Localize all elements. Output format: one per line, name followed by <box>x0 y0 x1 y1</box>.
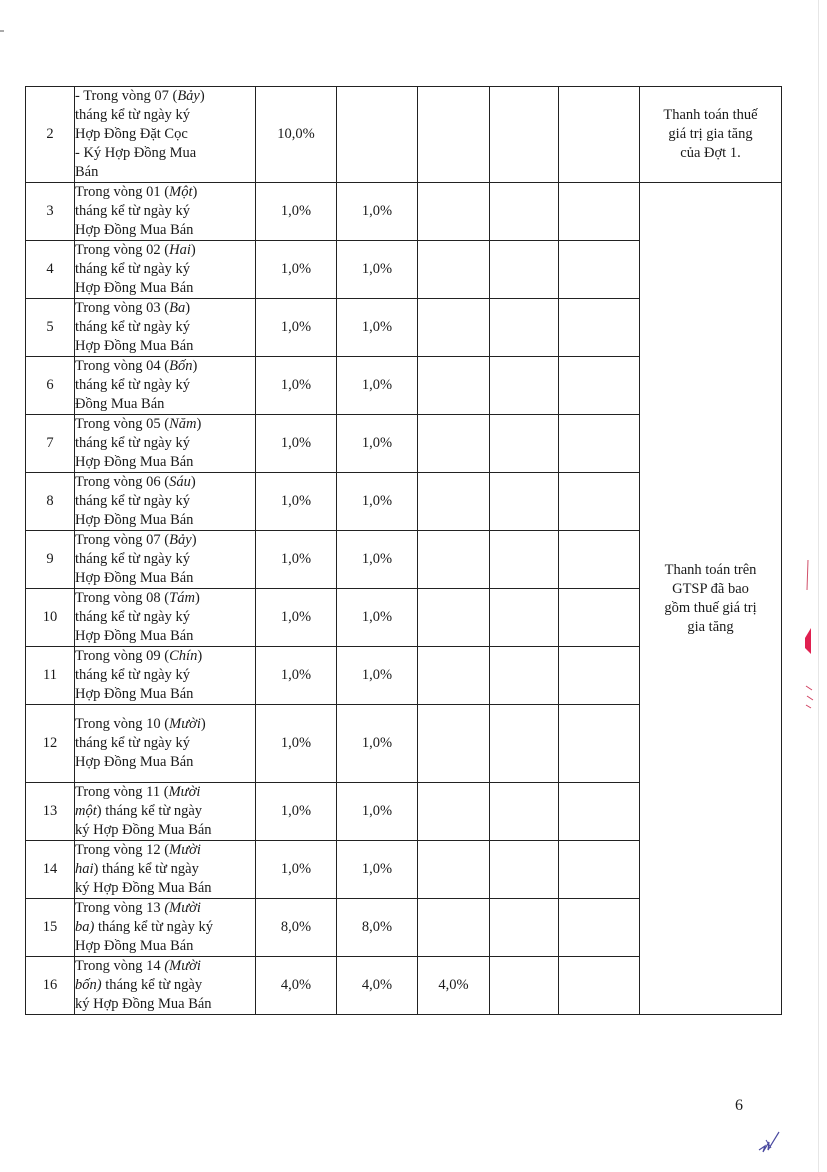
italic-text: hai <box>75 861 94 877</box>
percent-cell-col7 <box>559 705 640 783</box>
text: tháng kể từ ngày ký <box>75 319 190 335</box>
italic-text: Sáu <box>169 474 191 490</box>
description-line <box>75 415 255 434</box>
percent-cell-col7 <box>559 473 640 531</box>
note-line: gồm thuế giá trị <box>664 599 757 616</box>
description-line <box>75 753 255 772</box>
percent-cell-col4: 1,0% <box>337 647 418 705</box>
italic-text: Mười <box>169 842 201 858</box>
text: ) <box>199 88 205 104</box>
italic-text: một <box>75 803 97 819</box>
percent-cell-col7 <box>559 241 640 299</box>
text: Hợp Đồng Mua Bán <box>75 938 194 954</box>
percent-cell-col6 <box>490 841 559 899</box>
percent-cell-col6 <box>490 705 559 783</box>
text: tháng kể từ ngày ký <box>75 667 190 683</box>
text: ) <box>190 474 196 490</box>
row-number: 5 <box>26 299 75 357</box>
note-payment-incl-vat <box>640 183 782 1015</box>
red-stamp-marks <box>803 550 817 710</box>
percent-cell-col3: 1,0% <box>256 299 337 357</box>
payment-term-description <box>75 183 256 241</box>
note-line: GTSP đã bao <box>672 580 749 597</box>
description-line <box>75 299 255 318</box>
note-line: Thanh toán thuế <box>663 107 758 123</box>
percent-cell-col4: 1,0% <box>337 183 418 241</box>
percent-cell-col7 <box>559 299 640 357</box>
payment-term-description <box>75 531 256 589</box>
text: ) <box>200 716 206 732</box>
text: Trong vòng 11 ( <box>75 784 169 800</box>
percent-cell-col3: 1,0% <box>256 531 337 589</box>
description-line <box>75 144 255 163</box>
percent-cell-col6 <box>490 183 559 241</box>
description-line <box>75 260 255 279</box>
row-number: 13 <box>26 783 75 841</box>
description-line <box>75 841 255 860</box>
payment-term-description <box>75 473 256 531</box>
text: ) <box>190 242 196 258</box>
description-line <box>75 202 255 221</box>
row-number: 16 <box>26 957 75 1015</box>
description-line <box>75 163 255 182</box>
description-line <box>75 492 255 511</box>
description-line <box>75 106 255 125</box>
percent-cell-col5: 4,0% <box>418 957 490 1015</box>
payment-term-description <box>75 899 256 957</box>
description-line <box>75 734 255 753</box>
percent-cell-col6 <box>490 473 559 531</box>
text: ) <box>194 590 200 606</box>
text: Trong vòng 13 <box>75 900 165 916</box>
text: tháng kể từ ngày ký <box>75 493 190 509</box>
italic-text: Năm <box>169 416 197 432</box>
text: Hợp Đồng Mua Bán <box>75 338 194 354</box>
percent-cell-col6 <box>490 957 559 1015</box>
percent-cell-col3: 1,0% <box>256 783 337 841</box>
percent-cell-col3: 1,0% <box>256 415 337 473</box>
percent-cell-col3: 1,0% <box>256 841 337 899</box>
payment-term-description <box>75 299 256 357</box>
description-line <box>75 337 255 356</box>
text: ký Hợp Đồng Mua Bán <box>75 996 212 1012</box>
text: Hợp Đồng Mua Bán <box>75 754 194 770</box>
percent-cell-col3: 4,0% <box>256 957 337 1015</box>
percent-cell-col5 <box>418 899 490 957</box>
percent-cell-col4: 1,0% <box>337 241 418 299</box>
row-number: 15 <box>26 899 75 957</box>
text: Trong vòng 06 ( <box>75 474 170 490</box>
description-line <box>75 550 255 569</box>
note-line: gia tăng <box>687 618 734 635</box>
italic-text: (Mười <box>164 900 201 916</box>
payment-term-description <box>75 705 256 783</box>
text: Trong vòng 12 ( <box>75 842 170 858</box>
text: ) <box>192 358 198 374</box>
percent-cell-col3: 1,0% <box>256 589 337 647</box>
page-number: 6 <box>735 1097 743 1114</box>
percent-cell-col3: 1,0% <box>256 357 337 415</box>
percent-cell-col4: 4,0% <box>337 957 418 1015</box>
text: tháng kể từ ngày ký <box>75 261 190 277</box>
text: Hợp Đồng Đặt Cọc <box>75 126 188 142</box>
text: Trong vòng 08 ( <box>75 590 170 606</box>
percent-cell-col5 <box>418 357 490 415</box>
description-line <box>75 473 255 492</box>
text: tháng kể từ ngày ký <box>75 735 190 751</box>
description-line <box>75 589 255 608</box>
payment-term-description <box>75 87 256 183</box>
percent-cell-col4: 1,0% <box>337 357 418 415</box>
percent-cell-col5 <box>418 705 490 783</box>
text: tháng kể từ ngày <box>101 977 203 993</box>
percent-cell-col6 <box>490 589 559 647</box>
percent-cell-col7 <box>559 647 640 705</box>
row-number: 8 <box>26 473 75 531</box>
text: tháng kể từ ngày ký <box>75 203 190 219</box>
row-number: 11 <box>26 647 75 705</box>
percent-cell-col5 <box>418 415 490 473</box>
handwritten-initials-icon <box>757 1128 783 1154</box>
italic-text: Hai <box>169 242 191 258</box>
text: Trong vòng 07 ( <box>75 532 170 548</box>
description-line <box>75 995 255 1014</box>
percent-cell-col6 <box>490 647 559 705</box>
text: tháng kể từ ngày ký <box>75 377 190 393</box>
italic-text: Mười <box>168 784 201 800</box>
percent-cell-col4: 1,0% <box>337 299 418 357</box>
italic-text: Một <box>169 184 193 200</box>
percent-cell-col4: 1,0% <box>337 415 418 473</box>
description-line <box>75 241 255 260</box>
text: ) <box>191 532 197 548</box>
percent-cell-col5 <box>418 473 490 531</box>
description-line <box>75 357 255 376</box>
italic-text: Bốn <box>169 358 193 374</box>
payment-schedule-table <box>25 86 782 1015</box>
percent-cell-col3: 1,0% <box>256 647 337 705</box>
note-line: giá trị gia tăng <box>668 126 753 142</box>
text: ) tháng kể từ ngày <box>96 803 203 819</box>
percent-cell-col3: 1,0% <box>256 183 337 241</box>
text: Trong vòng 10 ( <box>75 716 170 732</box>
italic-text: Tám <box>169 590 195 606</box>
percent-cell-col6 <box>490 299 559 357</box>
description-line <box>75 608 255 627</box>
text: ) <box>196 416 202 432</box>
percent-cell-col6 <box>490 899 559 957</box>
italic-text: ba) <box>75 919 95 935</box>
row-number: 2 <box>26 87 75 183</box>
percent-cell-col3: 8,0% <box>256 899 337 957</box>
percent-cell-col5 <box>418 183 490 241</box>
description-line <box>75 685 255 704</box>
percent-cell-col4: 1,0% <box>337 473 418 531</box>
percent-cell-col6 <box>490 783 559 841</box>
note-line: của Đợt 1. <box>680 145 741 161</box>
percent-cell-col7 <box>559 531 640 589</box>
text: Bán <box>75 164 99 180</box>
description-line <box>75 821 255 840</box>
percent-cell-col3: 1,0% <box>256 473 337 531</box>
percent-cell-col7 <box>559 415 640 473</box>
row-number: 6 <box>26 357 75 415</box>
italic-text: Bảy <box>177 88 200 104</box>
description-line <box>75 453 255 472</box>
text: tháng kể từ ngày ký <box>94 919 213 935</box>
text: tháng kể từ ngày ký <box>75 107 190 123</box>
percent-cell-col3: 10,0% <box>256 87 337 183</box>
text: Hợp Đồng Mua Bán <box>75 512 194 528</box>
italic-text: (Mười <box>164 958 201 974</box>
text: Hợp Đồng Mua Bán <box>75 222 194 238</box>
row-number: 10 <box>26 589 75 647</box>
percent-cell-col6 <box>490 241 559 299</box>
italic-text: Chín <box>169 648 198 664</box>
row-number: 12 <box>26 705 75 783</box>
description-line <box>75 627 255 646</box>
percent-cell-col5 <box>418 241 490 299</box>
italic-text: Bảy <box>169 532 192 548</box>
percent-cell-col6 <box>490 415 559 473</box>
percent-cell-col7 <box>559 783 640 841</box>
percent-cell-col7 <box>559 357 640 415</box>
description-line <box>75 318 255 337</box>
text: Hợp Đồng Mua Bán <box>75 686 194 702</box>
text: ) <box>197 648 203 664</box>
percent-cell-col5 <box>418 647 490 705</box>
description-line <box>75 715 255 734</box>
text: ) <box>192 184 198 200</box>
payment-term-description <box>75 783 256 841</box>
description-line <box>75 434 255 453</box>
description-line <box>75 87 255 106</box>
percent-cell-col4: 1,0% <box>337 705 418 783</box>
description-line <box>75 279 255 298</box>
description-line <box>75 376 255 395</box>
text: tháng kể từ ngày ký <box>75 551 190 567</box>
percent-cell-col6 <box>490 531 559 589</box>
percent-cell-col7 <box>559 899 640 957</box>
description-line <box>75 647 255 666</box>
percent-cell-col7 <box>559 957 640 1015</box>
note-line: Thanh toán trên <box>664 561 757 578</box>
description-line <box>75 802 255 821</box>
payment-term-description <box>75 357 256 415</box>
description-line <box>75 783 255 802</box>
percent-cell-col7 <box>559 589 640 647</box>
text: tháng kể từ ngày ký <box>75 609 190 625</box>
percent-cell-col5 <box>418 783 490 841</box>
description-line <box>75 531 255 550</box>
percent-cell-col4: 1,0% <box>337 841 418 899</box>
text: Trong vòng 04 ( <box>75 358 170 374</box>
payment-term-description <box>75 647 256 705</box>
text: ký Hợp Đồng Mua Bán <box>75 880 212 896</box>
percent-cell-col3: 1,0% <box>256 241 337 299</box>
percent-cell-col7 <box>559 87 640 183</box>
text: Trong vòng 03 ( <box>75 300 170 316</box>
text: Trong vòng 02 ( <box>75 242 170 258</box>
row-number: 4 <box>26 241 75 299</box>
description-line <box>75 666 255 685</box>
payment-term-description <box>75 841 256 899</box>
description-line <box>75 957 255 976</box>
row-number: 9 <box>26 531 75 589</box>
description-line <box>75 899 255 918</box>
percent-cell-col5 <box>418 589 490 647</box>
description-line <box>75 918 255 937</box>
description-line <box>75 511 255 530</box>
percent-cell-col7 <box>559 841 640 899</box>
scan-artifact <box>0 30 4 32</box>
row-number: 3 <box>26 183 75 241</box>
text: Trong vòng 05 ( <box>75 416 170 432</box>
percent-cell-col5 <box>418 299 490 357</box>
text: - Ký Hợp Đồng Mua <box>75 145 197 161</box>
text: Hợp Đồng Mua Bán <box>75 280 194 296</box>
percent-cell-col4: 8,0% <box>337 899 418 957</box>
payment-term-description <box>75 589 256 647</box>
percent-cell-col4 <box>337 87 418 183</box>
table-row <box>26 87 782 183</box>
text: Hợp Đồng Mua Bán <box>75 570 194 586</box>
table-row <box>26 183 782 241</box>
percent-cell-col4: 1,0% <box>337 783 418 841</box>
percent-cell-col4: 1,0% <box>337 531 418 589</box>
row-number: 14 <box>26 841 75 899</box>
percent-cell-col5 <box>418 531 490 589</box>
description-line <box>75 569 255 588</box>
percent-cell-col4: 1,0% <box>337 589 418 647</box>
description-line <box>75 976 255 995</box>
note-vat-installment-1 <box>640 87 782 183</box>
payment-term-description <box>75 415 256 473</box>
payment-term-description <box>75 957 256 1015</box>
text: Hợp Đồng Mua Bán <box>75 454 194 470</box>
percent-cell-col3: 1,0% <box>256 705 337 783</box>
text: Trong vòng 09 ( <box>75 648 170 664</box>
italic-text: Mười <box>169 716 201 732</box>
percent-cell-col5 <box>418 87 490 183</box>
percent-cell-col6 <box>490 357 559 415</box>
italic-text: bốn) <box>75 977 102 993</box>
text: Hợp Đồng Mua Bán <box>75 628 194 644</box>
italic-text: Ba <box>169 300 186 316</box>
percent-cell-col7 <box>559 183 640 241</box>
description-line <box>75 937 255 956</box>
scan-edge-line <box>818 0 819 1172</box>
text: ký Hợp Đồng Mua Bán <box>75 822 212 838</box>
text: - Trong vòng 07 ( <box>75 88 178 104</box>
text: Đồng Mua Bán <box>75 396 165 412</box>
percent-cell-col6 <box>490 87 559 183</box>
description-line <box>75 221 255 240</box>
description-line <box>75 395 255 414</box>
description-line <box>75 879 255 898</box>
description-line <box>75 183 255 202</box>
row-number: 7 <box>26 415 75 473</box>
text: Trong vòng 01 ( <box>75 184 170 200</box>
payment-term-description <box>75 241 256 299</box>
text: Trong vòng 14 <box>75 958 165 974</box>
description-line <box>75 860 255 879</box>
text: ) tháng kể từ ngày <box>93 861 199 877</box>
description-line <box>75 125 255 144</box>
percent-cell-col5 <box>418 841 490 899</box>
text: ) <box>185 300 191 316</box>
text: tháng kể từ ngày ký <box>75 435 190 451</box>
